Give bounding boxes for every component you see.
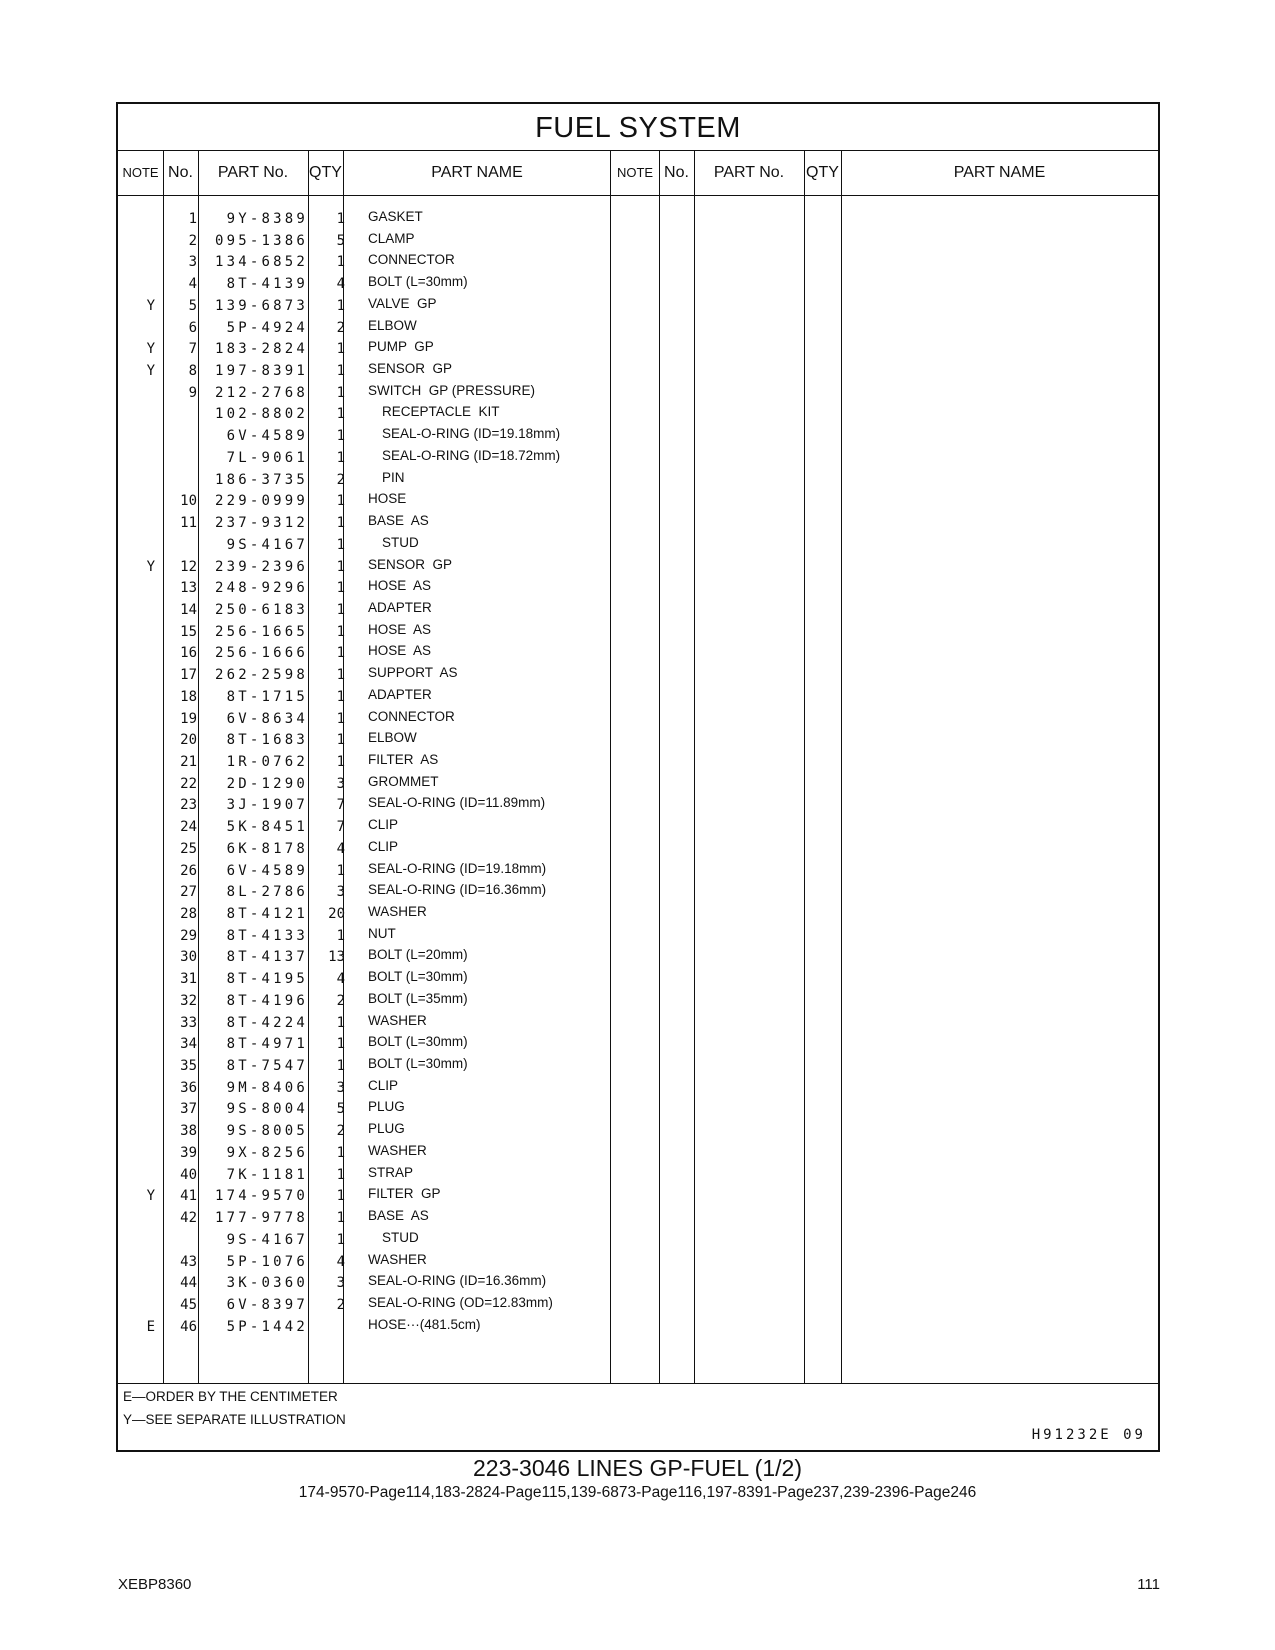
row-part-name: BOLT (L=30mm) [368,1034,468,1050]
table-row [118,1142,638,1164]
table-row [118,1120,638,1142]
page-number: 111 [1137,1576,1160,1593]
row-number: 40 [180,1166,197,1183]
row-number: 45 [180,1296,197,1313]
row-number: 13 [180,580,197,597]
table-row [118,556,638,578]
row-part-name: STRAP [368,1164,414,1180]
table-row [118,1185,638,1207]
row-number: 46 [180,1318,197,1335]
column-divider [659,150,660,1383]
row-part-number: 212-2768 [214,384,308,401]
header-note-left: NOTE [122,165,159,180]
row-part-name: SEAL-O-RING (ID=16.36mm) [368,1273,547,1289]
row-part-name: RECEPTACLE KIT [382,404,500,420]
row-part-number: 262-2598 [214,667,308,684]
row-part-number: 8T-4971 [226,1036,308,1053]
row-quantity: 2 [336,471,345,488]
row-part-number: 8T-1683 [226,732,308,749]
row-number: 34 [180,1036,197,1053]
row-part-number: 3J-1907 [226,797,308,814]
row-number: 24 [180,819,197,836]
header-part-name-right: PART NAME [953,164,1046,181]
row-number: 37 [180,1101,197,1118]
table-row [118,925,638,947]
row-part-number: 229-0999 [214,493,308,510]
row-number: 18 [180,688,197,705]
table-row [118,1033,638,1055]
row-number: 9 [188,384,197,401]
row-part-number: 5P-1076 [226,1253,308,1270]
row-part-name: CONNECTOR [368,708,455,724]
row-quantity: 4 [336,971,345,988]
row-part-number: 248-9296 [214,580,308,597]
row-quantity: 1 [336,1144,345,1161]
row-number: 39 [180,1144,197,1161]
header-qty-left: QTY [309,164,342,181]
row-part-number: 8T-4137 [226,949,308,966]
row-quantity: 1 [336,753,345,770]
row-quantity: 2 [336,319,345,336]
row-part-number: 8L-2786 [226,884,308,901]
row-part-number: 8T-4121 [226,906,308,922]
row-part-name: BASE AS [368,1208,429,1224]
row-part-name: PIN [382,469,405,485]
table-row [118,230,638,252]
row-number: 27 [180,884,197,901]
page-references: 174-9570-Page114,183-2824-Page115,139-6873-Page116,197-8391-Page237,239-2396-Page246 [298,1484,977,1501]
row-part-number: 8T-7547 [226,1058,308,1075]
row-number: 22 [180,775,197,792]
row-part-number: 1R-0762 [226,753,308,770]
table-row [118,338,638,360]
footnote-e: E—ORDER BY THE CENTIMETER [123,1389,338,1404]
header-note-right: NOTE [616,165,654,180]
table-row [118,1098,638,1120]
row-part-number: 9S-4167 [226,1231,308,1248]
row-quantity: 1 [336,601,345,618]
row-part-name: SEAL-O-RING (ID=19.18mm) [368,860,547,876]
row-part-number: 6V-4589 [226,428,308,445]
row-part-name: SENSOR GP [368,361,453,377]
document-id: XEBP8360 [118,1576,192,1593]
table-row [118,534,638,556]
row-part-name: SEAL-O-RING (ID=16.36mm) [368,882,547,898]
row-quantity: 5 [336,1101,345,1118]
table-row [118,838,638,860]
row-part-number: 6V-8634 [226,710,308,727]
row-part-number: 5P-1442 [226,1318,308,1335]
row-quantity: 2 [336,1123,345,1140]
row-quantity: 1 [336,1166,345,1183]
row-number: 44 [180,1275,197,1292]
table-row [118,1272,638,1294]
table-row [118,208,638,230]
row-part-number: 2D-1290 [226,775,308,792]
parts-table-frame [116,102,1160,1452]
row-quantity: 1 [336,384,345,401]
row-quantity: 1 [336,1014,345,1031]
header-part-no-left: PART No. [217,164,289,181]
row-part-number: 9S-8005 [226,1123,308,1140]
row-quantity: 4 [336,840,345,857]
parts-list [118,208,638,1337]
row-part-name: NUT [368,925,396,941]
table-row [118,816,638,838]
table-row [118,664,638,686]
row-part-name: SENSOR GP [368,556,453,572]
row-number: 17 [180,667,197,684]
table-row [118,794,638,816]
table-row [118,317,638,339]
row-part-number: 197-8391 [214,363,308,380]
table-row [118,1055,638,1077]
row-note: E [146,1318,155,1335]
table-row [118,1229,638,1251]
row-part-name: BOLT (L=30mm) [368,969,468,985]
row-number: 16 [180,645,197,662]
row-part-number: 256-1665 [214,623,308,640]
table-row [118,447,638,469]
row-part-name: SUPPORT AS [368,665,458,681]
header-qty-right: QTY [806,164,839,181]
row-number: 26 [180,862,197,879]
row-part-number: 9S-8004 [226,1101,308,1118]
table-row [118,708,638,730]
row-number: 25 [180,840,197,857]
row-number: 36 [180,1079,197,1096]
row-quantity: 1 [336,515,345,532]
row-part-number: 8T-4195 [226,971,308,988]
row-part-number: 8T-4133 [226,927,308,944]
row-number: 42 [180,1210,197,1227]
row-part-number: 186-3735 [214,471,308,488]
row-note: Y [146,297,155,314]
row-part-number: 8T-4139 [226,276,308,293]
table-row [118,990,638,1012]
row-note: Y [146,558,155,575]
row-part-name: CLAMP [368,230,415,246]
row-quantity: 1 [336,449,345,466]
row-part-number: 5K-8451 [226,819,308,836]
row-note: Y [146,363,155,380]
row-part-number: 102-8802 [214,406,308,423]
row-quantity: 1 [336,580,345,597]
row-part-name: CLIP [368,817,399,833]
row-number: 14 [180,601,197,618]
row-quantity: 1 [336,536,345,553]
row-quantity: 7 [336,797,345,814]
row-quantity: 1 [336,428,345,445]
table-row [118,273,638,295]
row-part-number: 256-1666 [214,645,308,662]
row-note: Y [146,341,155,358]
row-quantity: 1 [336,1188,345,1205]
row-number: 7 [188,341,197,358]
header-no-right: No. [664,164,689,181]
row-number: 31 [180,971,197,988]
row-part-name: SEAL-O-RING (ID=19.18mm) [382,426,561,442]
row-number: 35 [180,1058,197,1075]
row-part-number: 9X-8256 [226,1144,308,1161]
row-number: 33 [180,1014,197,1031]
row-number: 29 [180,927,197,944]
row-part-number: 250-6183 [214,601,308,618]
table-row [118,642,638,664]
row-part-name: SEAL-O-RING (ID=11.89mm) [368,795,546,811]
row-number: 2 [188,232,197,249]
row-part-name: SEAL-O-RING (OD=12.83mm) [368,1294,553,1310]
table-row [118,599,638,621]
row-number: 20 [180,732,197,749]
row-quantity: 1 [336,623,345,640]
row-number: 8 [188,363,197,380]
row-part-name: HOSE AS [368,643,432,659]
table-row [118,577,638,599]
row-part-name: BOLT (L=35mm) [368,990,468,1006]
row-part-number: 7K-1181 [226,1166,308,1183]
row-quantity: 20 [328,906,345,922]
table-row [118,1077,638,1099]
table-row [118,686,638,708]
drawing-code: H91232E 09 [1031,1427,1146,1443]
row-part-number: 183-2824 [214,341,308,358]
table-row [118,512,638,534]
column-divider [804,150,805,1383]
row-quantity: 3 [336,775,345,792]
row-part-number: 5P-4924 [226,319,308,336]
row-part-number: 237-9312 [214,515,308,532]
row-number: 32 [180,992,197,1009]
table-row [118,621,638,643]
row-part-name: BOLT (L=30mm) [368,1056,468,1072]
row-quantity: 1 [336,732,345,749]
row-number: 21 [180,753,197,770]
row-quantity: 1 [336,667,345,684]
row-quantity: 3 [336,1079,345,1096]
row-number: 38 [180,1123,197,1140]
row-quantity: 1 [336,558,345,575]
row-quantity: 1 [336,363,345,380]
column-header-row [118,150,1158,196]
table-row [118,946,638,968]
row-part-number: 9Y-8389 [226,211,308,227]
row-part-name: GASKET [368,209,423,224]
row-quantity: 2 [336,1296,345,1313]
row-part-number: 095-1386 [214,232,308,249]
table-row [118,490,638,512]
row-part-name: CLIP [368,838,399,854]
row-quantity: 1 [336,1210,345,1227]
row-part-name: STUD [382,1229,419,1245]
row-quantity: 13 [328,949,345,966]
row-number: 5 [188,297,197,314]
row-number: 4 [188,276,197,293]
row-part-name: ADAPTER [368,686,432,702]
row-part-number: 9S-4167 [226,536,308,553]
column-divider [694,150,695,1383]
table-row [118,469,638,491]
row-quantity: 1 [336,254,345,271]
table-row [118,360,638,382]
table-row [118,1012,638,1034]
table-row [118,729,638,751]
row-part-name: CONNECTOR [368,252,455,268]
table-row [118,773,638,795]
row-number: 28 [180,906,197,922]
table-row [118,382,638,404]
row-part-name: CLIP [368,1077,399,1093]
row-part-number: 8T-4224 [226,1014,308,1031]
header-no-left: No. [168,164,193,181]
row-part-number: 6V-8397 [226,1296,308,1313]
row-part-name: GROMMET [368,773,439,789]
row-number: 30 [180,949,197,966]
row-part-number: 6K-8178 [226,840,308,857]
row-part-number: 8T-1715 [226,688,308,705]
row-part-number: 6V-4589 [226,862,308,879]
row-number: 11 [180,515,197,532]
row-part-name: HOSE [368,491,407,507]
row-quantity: 2 [336,992,345,1009]
row-part-name: WASHER [368,1142,427,1158]
row-number: 10 [180,493,197,510]
footnote-y: Y—SEE SEPARATE ILLUSTRATION [123,1412,346,1427]
row-quantity: 4 [336,276,345,293]
table-row [118,1294,638,1316]
row-quantity: 1 [336,862,345,879]
row-number: 23 [180,797,197,814]
row-part-name: FILTER GP [368,1186,441,1202]
row-quantity: 1 [336,211,345,227]
row-part-number: 134-6852 [214,254,308,271]
row-part-name: BOLT (L=20mm) [368,947,468,963]
row-number: 6 [188,319,197,336]
table-row [118,881,638,903]
row-part-name: WASHER [368,1012,427,1028]
table-row [118,968,638,990]
row-note: Y [146,1188,155,1205]
header-part-name-left: PART NAME [431,164,523,181]
table-row [118,903,638,925]
row-part-name: SEAL-O-RING (ID=18.72mm) [382,447,561,463]
row-quantity: 1 [336,406,345,423]
row-number: 3 [188,254,197,271]
row-quantity: 1 [336,645,345,662]
row-part-name: STUD [382,534,419,550]
figure-caption: 223-3046 LINES GP-FUEL (1/2) [473,1455,802,1481]
row-part-name: VALVE GP [368,295,437,311]
row-part-number: 239-2396 [214,558,308,575]
row-number: 1 [188,211,197,227]
row-part-number: 3K-0360 [226,1275,308,1292]
row-quantity: 1 [336,1231,345,1248]
row-part-name: WASHER [368,1251,427,1267]
row-number: 43 [180,1253,197,1270]
table-row [118,751,638,773]
table-row [118,295,638,317]
row-number: 19 [180,710,197,727]
row-quantity: 1 [336,688,345,705]
row-quantity: 1 [336,927,345,944]
row-part-name: BASE AS [368,513,429,529]
row-quantity: 3 [336,1275,345,1292]
table-row [118,251,638,273]
row-part-name: PLUG [368,1099,405,1115]
row-part-name: HOSE···(481.5cm) [368,1316,481,1332]
table-row [118,425,638,447]
row-part-name: PLUG [368,1121,405,1137]
row-quantity: 1 [336,710,345,727]
row-quantity: 4 [336,1253,345,1270]
footnote-area [118,1383,1158,1450]
row-part-number: 8T-4196 [226,992,308,1009]
table-row [118,1207,638,1229]
row-quantity: 1 [336,1058,345,1075]
header-part-no-right: PART No. [713,164,785,181]
row-number: 15 [180,623,197,640]
row-part-number: 177-9778 [214,1210,308,1227]
row-quantity: 1 [336,1036,345,1053]
row-quantity: 1 [336,297,345,314]
table-row [118,1251,638,1273]
row-part-number: 9M-8406 [226,1079,308,1096]
row-part-name: SWITCH GP (PRESSURE) [368,382,536,398]
row-number: 41 [180,1188,197,1205]
row-part-name: HOSE AS [368,621,432,637]
table-row [118,860,638,882]
row-part-number: 174-9570 [214,1188,308,1205]
row-part-name: ELBOW [368,317,417,333]
column-divider [841,150,842,1383]
section-title: FUEL SYSTEM [118,104,1158,151]
row-part-name: BOLT (L=30mm) [368,274,468,290]
row-quantity: 1 [336,341,345,358]
row-number: 12 [180,558,197,575]
row-part-name: WASHER [368,904,427,919]
row-quantity: 3 [336,884,345,901]
row-part-number: 139-6873 [214,297,308,314]
row-part-name: PUMP GP [368,339,434,355]
table-row [118,1164,638,1186]
table-row [118,403,638,425]
row-part-name: FILTER AS [368,751,439,767]
row-quantity: 5 [336,232,345,249]
row-part-name: ELBOW [368,730,417,746]
row-part-name: ADAPTER [368,599,432,615]
table-row [118,1316,638,1338]
row-part-number: 7L-9061 [226,449,308,466]
row-quantity: 7 [336,819,345,836]
row-part-name: HOSE AS [368,578,432,594]
row-quantity: 1 [336,493,345,510]
